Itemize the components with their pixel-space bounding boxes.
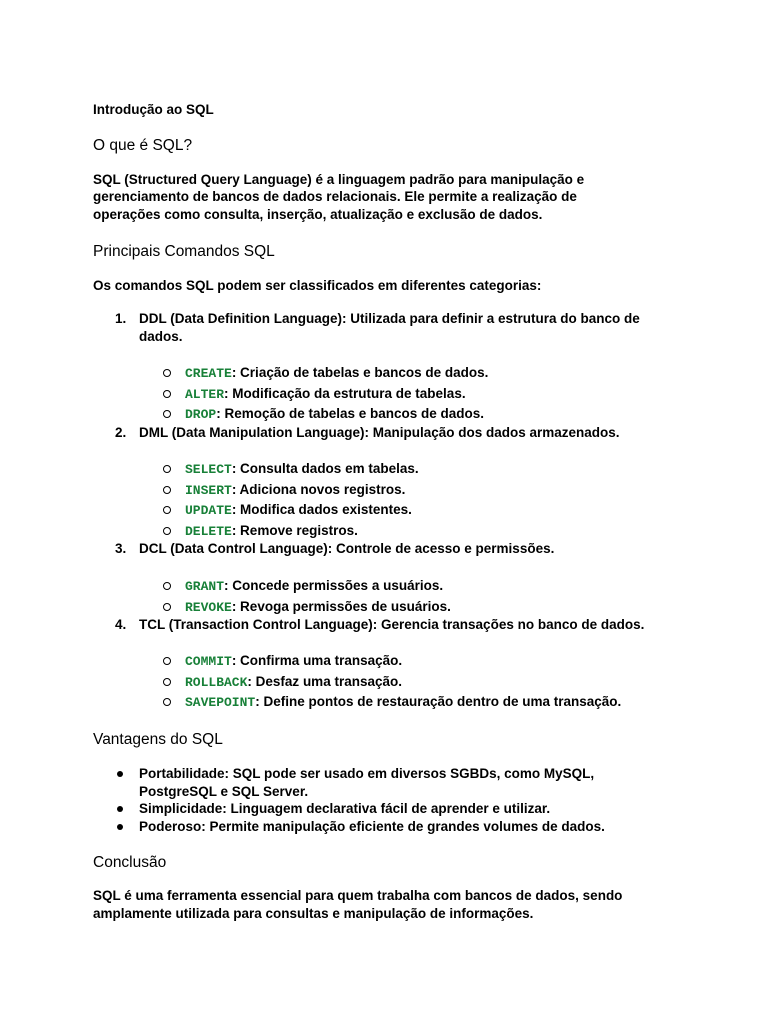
command-item — [185, 481, 405, 499]
command-description: : Modifica dados existentes. — [231, 502, 412, 517]
hollow-bullet-icon — [163, 410, 171, 418]
heading-what-is-sql: O que é SQL? — [93, 137, 193, 154]
category-number: 3. — [115, 541, 127, 556]
command-keyword: DROP — [185, 407, 217, 422]
conclusion-line: SQL é uma ferramenta essencial para quem trabalha com bancos de dados, sendo — [93, 888, 623, 903]
hollow-bullet-icon — [163, 527, 171, 535]
command-item — [185, 693, 621, 711]
command-keyword: UPDATE — [185, 503, 232, 518]
command-keyword: CREATE — [185, 366, 232, 381]
hollow-bullet-icon — [163, 582, 171, 590]
command-item — [185, 364, 488, 382]
command-keyword: DELETE — [185, 523, 232, 539]
command-description: : Modificação da estrutura de tabelas. — [224, 385, 466, 401]
heading-advantages: Vantagens do SQL — [93, 731, 223, 748]
advantage-text: Simplicidade: Linguagem declarativa fácil de aprender e utilizar. — [139, 801, 551, 816]
heading-conclusion: Conclusão — [93, 854, 167, 871]
command-description: : Concede permissões a usuários. — [224, 578, 444, 593]
command-item — [185, 501, 412, 519]
category-text: TCL (Transaction Control Language): Gerencia transações no banco de dados. — [139, 617, 645, 632]
category-number: 2. — [115, 425, 127, 440]
intro-line: SQL (Structured Query Language) é a linguagem padrão para manipulação e — [93, 172, 585, 187]
command-keyword: INSERT — [185, 482, 232, 498]
hollow-bullet-icon — [163, 603, 171, 611]
hollow-bullet-icon — [163, 390, 171, 398]
command-item — [185, 577, 443, 595]
category-text: dados. — [139, 328, 183, 344]
command-description: : Confirma uma transação. — [231, 653, 403, 668]
command-item — [185, 652, 402, 670]
bullet-icon — [117, 806, 123, 812]
bullet-icon — [117, 771, 123, 777]
category-text: DDL (Data Definition Language): Utilizada para definir a estrutura do banco de — [139, 311, 640, 326]
doc-title: Introdução ao SQL — [93, 102, 214, 117]
command-description: : Desfaz uma transação. — [247, 673, 402, 689]
command-description: : Define pontos de restauração dentro de uma transação. — [255, 694, 622, 709]
command-description: : Consulta dados em tabelas. — [231, 461, 419, 476]
hollow-bullet-icon — [163, 678, 171, 686]
category-number: 1. — [115, 311, 127, 326]
command-keyword: COMMIT — [185, 654, 232, 669]
advantage-text: Portabilidade: SQL pode ser usado em diversos SGBDs, como MySQL, — [139, 766, 595, 781]
hollow-bullet-icon — [163, 506, 171, 514]
heading-main-commands: Principais Comandos SQL — [93, 243, 275, 260]
command-keyword: ALTER — [185, 386, 225, 402]
command-item — [185, 460, 419, 478]
hollow-bullet-icon — [163, 486, 171, 494]
command-description: : Remoção de tabelas e bancos de dados. — [216, 406, 485, 421]
command-item — [185, 405, 484, 423]
category-text: DML (Data Manipulation Language): Manipulação dos dados armazenados. — [139, 425, 620, 440]
hollow-bullet-icon — [163, 369, 171, 377]
hollow-bullet-icon — [163, 698, 171, 706]
hollow-bullet-icon — [163, 657, 171, 665]
command-description: : Remove registros. — [231, 522, 358, 538]
command-item — [185, 522, 358, 540]
command-description: : Revoga permissões de usuários. — [231, 598, 451, 614]
conclusion-line: amplamente utilizada para consultas e manipulação de informações. — [93, 906, 534, 921]
command-keyword: REVOKE — [185, 599, 232, 615]
command-item — [185, 673, 402, 691]
command-keyword: SAVEPOINT — [185, 695, 256, 710]
bullet-icon — [117, 824, 123, 830]
command-item — [185, 598, 451, 616]
hollow-bullet-icon — [163, 465, 171, 473]
intro-line: gerenciamento de bancos de dados relacionais. Ele permite a realização de — [93, 189, 577, 204]
command-keyword: GRANT — [185, 579, 225, 594]
command-keyword: SELECT — [185, 462, 232, 477]
advantage-text: Poderoso: Permite manipulação eficiente de grandes volumes de dados. — [139, 819, 605, 834]
command-keyword: ROLLBACK — [185, 674, 248, 690]
category-text: DCL (Data Control Language): Controle de acesso e permissões. — [139, 541, 555, 556]
category-number: 4. — [115, 617, 127, 632]
command-item — [185, 385, 466, 403]
advantage-text: PostgreSQL e SQL Server. — [139, 783, 309, 799]
command-description: : Criação de tabelas e bancos de dados. — [231, 365, 489, 380]
commands-intro: Os comandos SQL podem ser classificados em diferentes categorias: — [93, 278, 542, 293]
command-description: : Adiciona novos registros. — [231, 481, 406, 497]
intro-line: operações como consulta, inserção, atualização e exclusão de dados. — [93, 207, 543, 222]
